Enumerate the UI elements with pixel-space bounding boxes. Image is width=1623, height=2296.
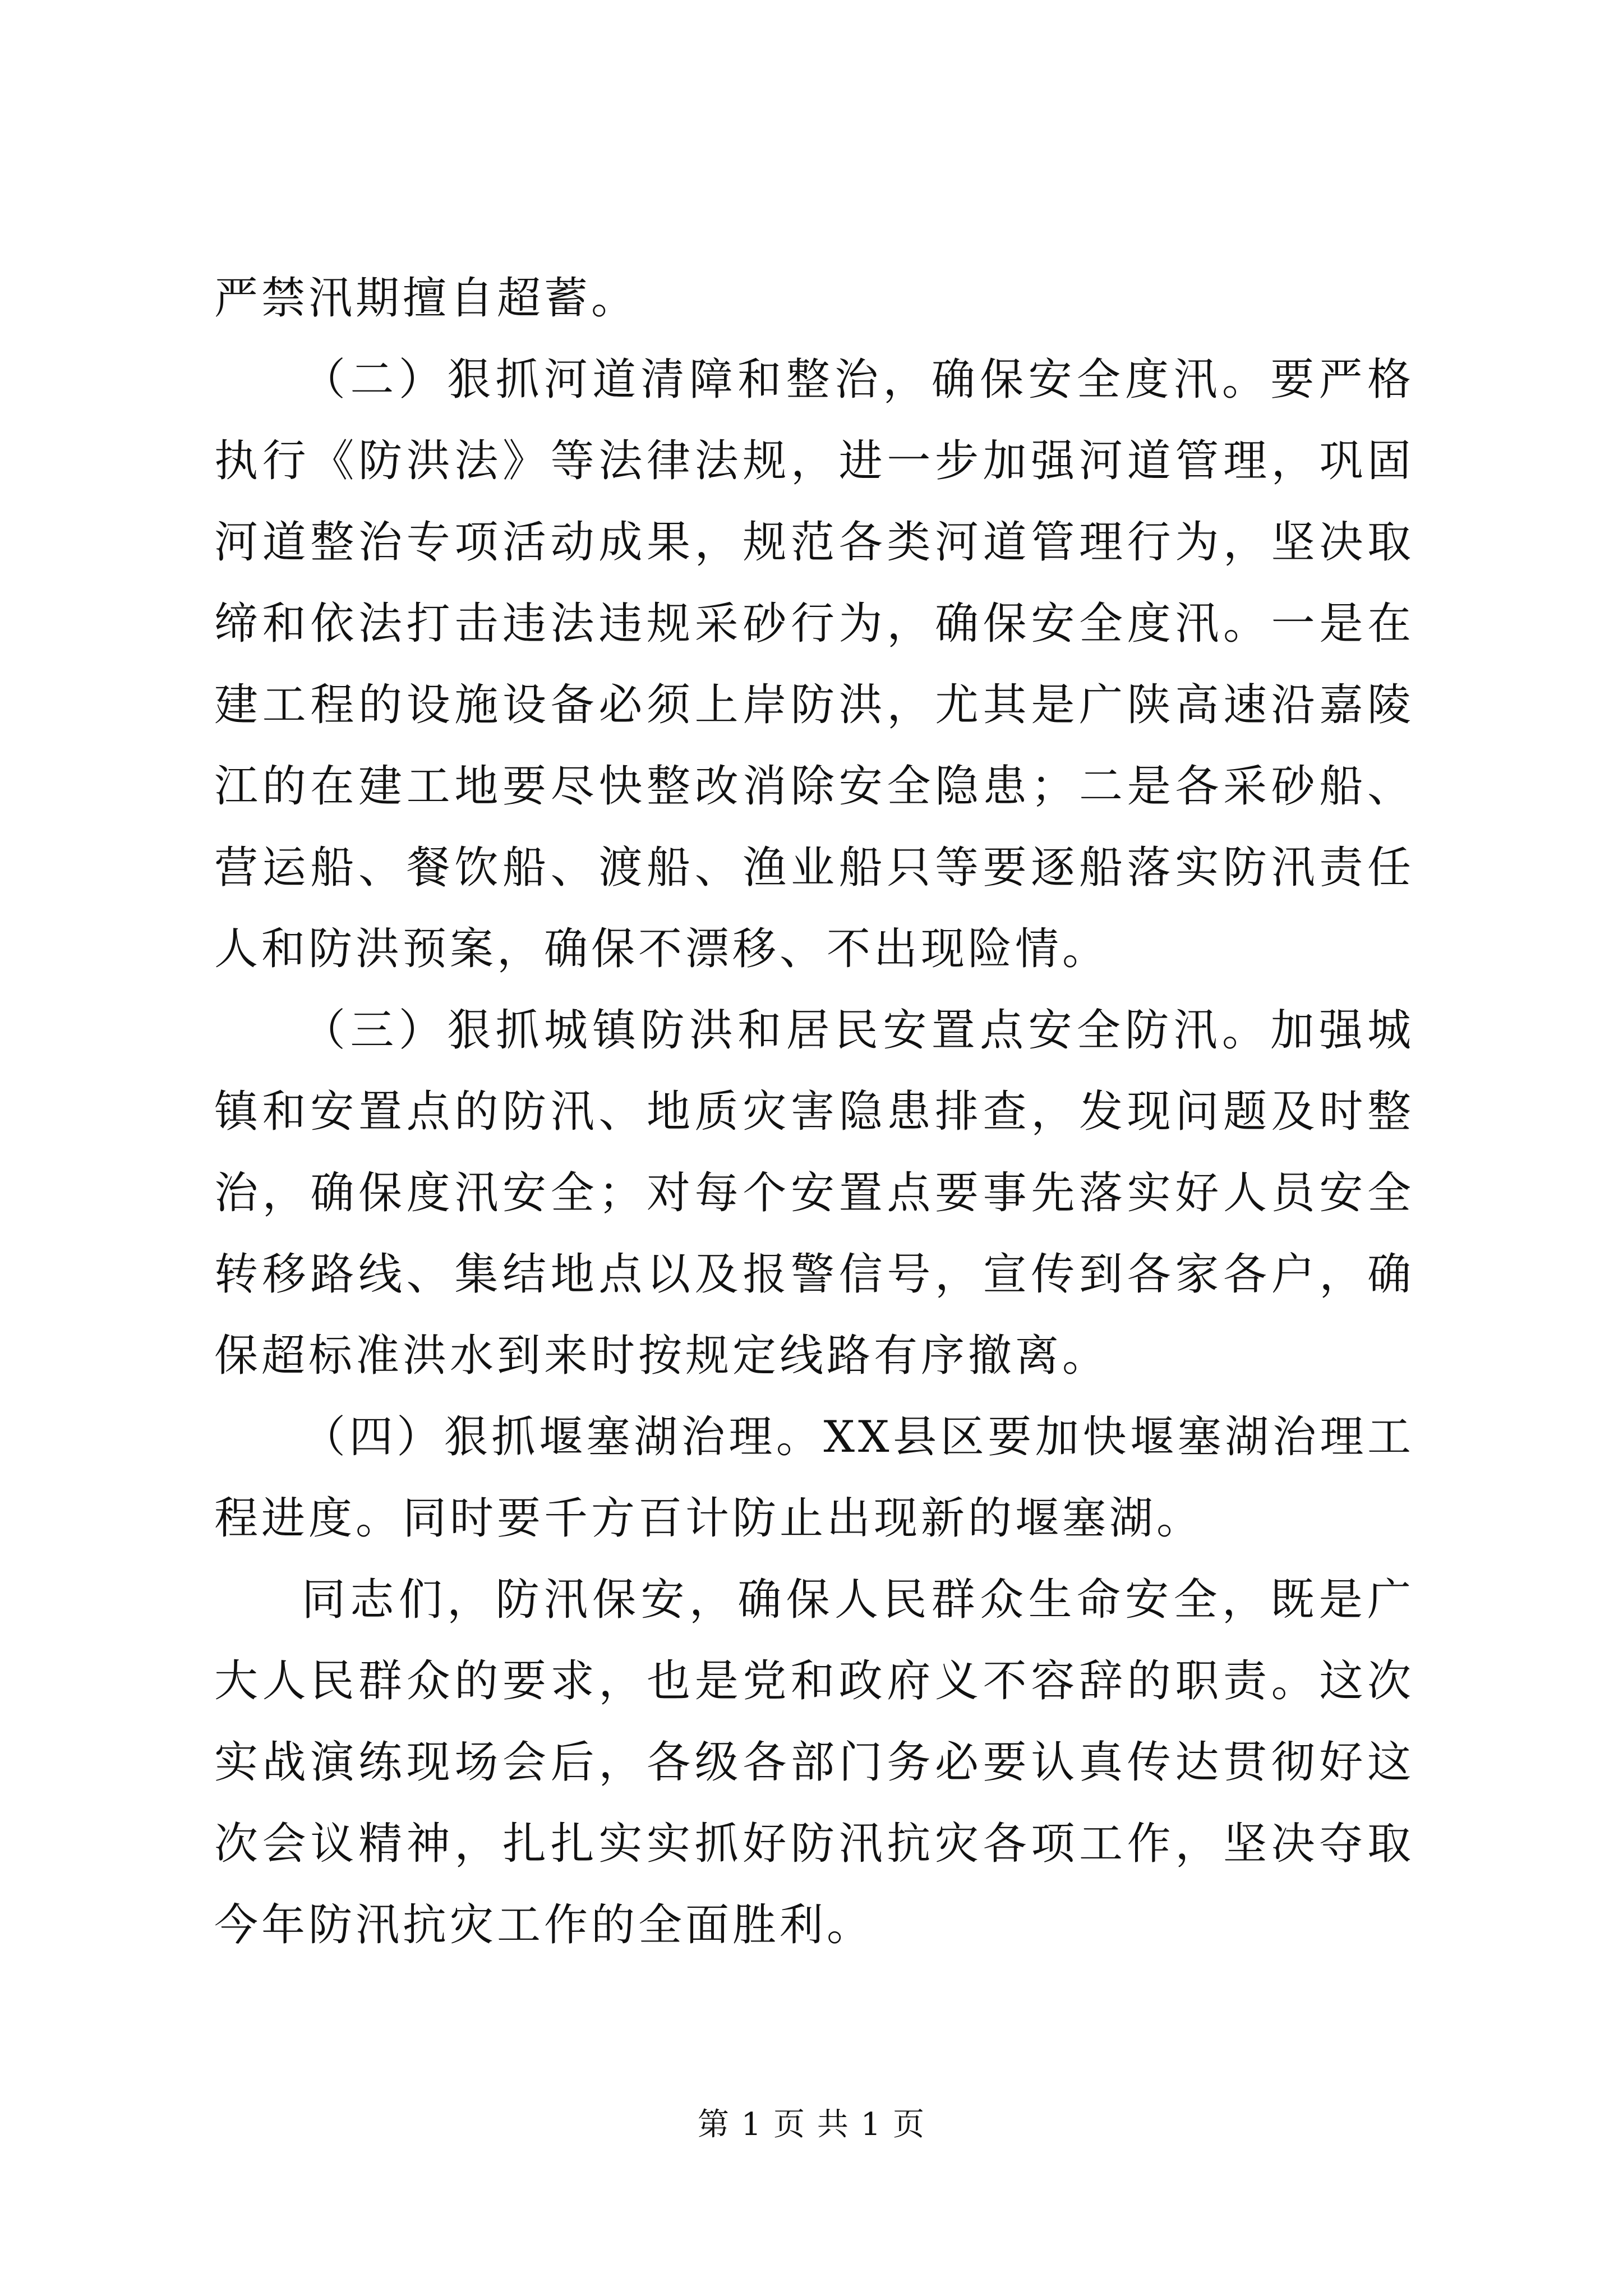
paragraph-continuation: 严禁汛期擅自超蓄。 — [214, 273, 639, 324]
paragraph-closing: 同志们，防汛保安，确保人民群众生命安全，既是广大人民群众的要求，也是党和政府义不容辞的职责。这次实战演练现场会后，各级各部门务必要认真传达贯彻好这次会议精神，扎扎实实抓好防汛抗灾各项工作，坚决夺取今年防汛抗灾工作的全面胜利。 — [214, 1575, 1414, 1950]
document-body — [214, 258, 1414, 1966]
paragraph-section-3: （三）狠抓城镇防洪和居民安置点安全防汛。加强城镇和安置点的防汛、地质灾害隐患排查，发现问题及时整治，确保度汛安全；对每个安置点要事先落实好人员安全转移路线、集结地点以及报警信号，宣传到各家各户，确保超标准洪水到来时按规定线路有序撤离。 — [214, 1005, 1414, 1381]
paragraph-section-4: （四）狠抓堰塞湖治理。XX县区要加快堰塞湖治理工程进度。同时要千方百计防止出现新的堰塞湖。 — [214, 1412, 1414, 1544]
paragraph-section-2: （二）狠抓河道清障和整治，确保安全度汛。要严格执行《防洪法》等法律法规，进一步加强河道管理，巩固河道整治专项活动成果，规范各类河道管理行为，坚决取缔和依法打击违法违规采砂行为，确保安全度汛。一是在建工程的设施设备必须上岸防洪，尤其是广陕高速沿嘉陵江的在建工地要尽快整改消除安全隐患；二是各采砂船、营运船、餐饮船、渡船、渔业船只等要逐船落实防汛责任人和防洪预案，确保不漂移、不出现险情。 — [214, 355, 1414, 974]
page-number-footer: 第 1 页 共 1 页 — [697, 2106, 926, 2143]
